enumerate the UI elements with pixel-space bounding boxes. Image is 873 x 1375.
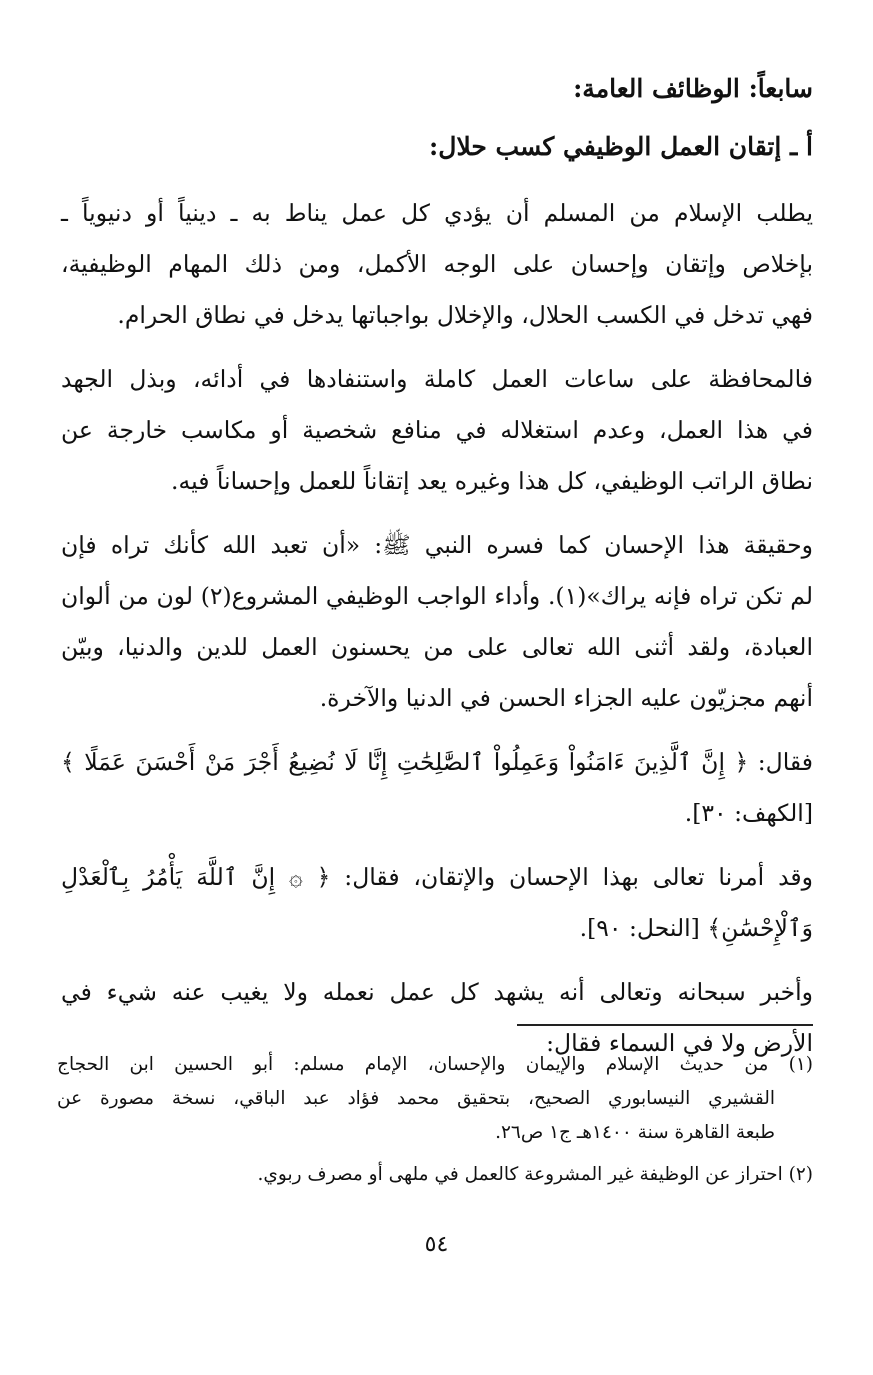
paragraph-line: نطاق الراتب الوظيفي، كل هذا وغيره يعد إتقاناً للعمل وإحساناً فيه. — [171, 467, 813, 495]
paragraph-line: فهي تدخل في الكسب الحلال، والإخلال بواجباتها يدخل في نطاق الحرام. — [117, 301, 813, 329]
paragraph-line: وأخبر سبحانه وتعالى أنه يشهد كل عمل نعمله ولا يغيب عنه شيء في — [61, 978, 813, 1006]
paragraph-line: الأرض ولا في السماء فقال: — [546, 1029, 813, 1057]
verse-reference: [الكهف: ٣٠]. — [684, 799, 813, 827]
paragraph-line: وحقيقة هذا الإحسان كما فسره النبي ﷺ: «أن تعبد الله كأنك تراه فإن — [61, 531, 813, 559]
quran-verse-line: وقد أمرنا تعالى بهذا الإحسان والإتقان، فقال: ﴿ ۞ إِنَّ ٱللَّهَ يَأْمُرُ بِٱلْعَدْلِ — [61, 863, 813, 891]
footnotes — [57, 1048, 813, 1200]
paragraph-line: فالمحافظة على ساعات العمل كاملة واستنفادها في أدائه، وبذل الجهد — [61, 365, 813, 393]
section-heading: سابعاً: الوظائف العامة: — [573, 74, 813, 103]
paragraph-line: بإخلاص وإتقان وإحسان على الوجه الأكمل، ومن ذلك المهام الوظيفية، — [61, 250, 813, 278]
paragraph-4-quran-verse — [61, 737, 813, 839]
paragraph-3 — [61, 520, 813, 724]
paragraph-1 — [61, 188, 813, 341]
paragraph-5-quran-verse — [61, 852, 813, 954]
footnote-2 — [57, 1158, 813, 1192]
quran-verse-line: فقال: ﴿ إِنَّ ٱلَّذِينَ ءَامَنُواْ وَعَمِلُواْ ٱلصَّٰلِحَٰتِ إِنَّا لَا نُضِيعُ أَجْرَ مَنْ أَحْسَنَ عَمَلًا ﴾ — [61, 748, 813, 776]
paragraph-line: في هذا العمل، وعدم استغلاله في منافع شخصية أو مكاسب خارجة عن — [61, 416, 813, 444]
paragraph-line: لم تكن تراه فإنه يراك»(١). وأداء الواجب الوظيفي المشروع(٢) لون من ألوان — [61, 582, 814, 610]
footnote-line: طبعة القاهرة سنة ١٤٠٠هـ ج١ ص٢٦. — [495, 1122, 775, 1143]
footnote-1 — [57, 1048, 813, 1150]
paragraph-line: العبادة، ولقد أثنى الله تعالى على من يحسنون العمل للدين والدنيا، وبيّن — [61, 633, 813, 661]
footnote-line: القشيري النيسابوري الصحيح، بتحقيق محمد فؤاد عبد الباقي، نسخة مصورة عن — [57, 1088, 775, 1109]
subsection-heading: أ ـ إتقان العمل الوظيفي كسب حلال: — [429, 132, 813, 161]
paragraph-line: أنهم مجزيّون عليه الجزاء الحسن في الدنيا والآخرة. — [319, 684, 813, 712]
verse-reference: وَٱلْإِحْسَٰنِ﴾ [النحل: ٩٠]. — [579, 914, 813, 942]
page-number: ٥٤ — [424, 1232, 449, 1257]
paragraph-line: يطلب الإسلام من المسلم أن يؤدي كل عمل يناط به ـ دينياً أو دنيوياً ـ — [61, 199, 813, 227]
footnote-line: (١) من حديث الإسلام والإيمان والإحسان، الإمام مسلم: أبو الحسين ابن الحجاج — [57, 1054, 813, 1075]
footnote-divider — [517, 1024, 813, 1026]
footnote-line: (٢) احتراز عن الوظيفة غير المشروعة كالعمل في ملهى أو مصرف ربوي. — [257, 1164, 813, 1185]
paragraph-2 — [61, 354, 813, 507]
page-body — [61, 70, 813, 1082]
